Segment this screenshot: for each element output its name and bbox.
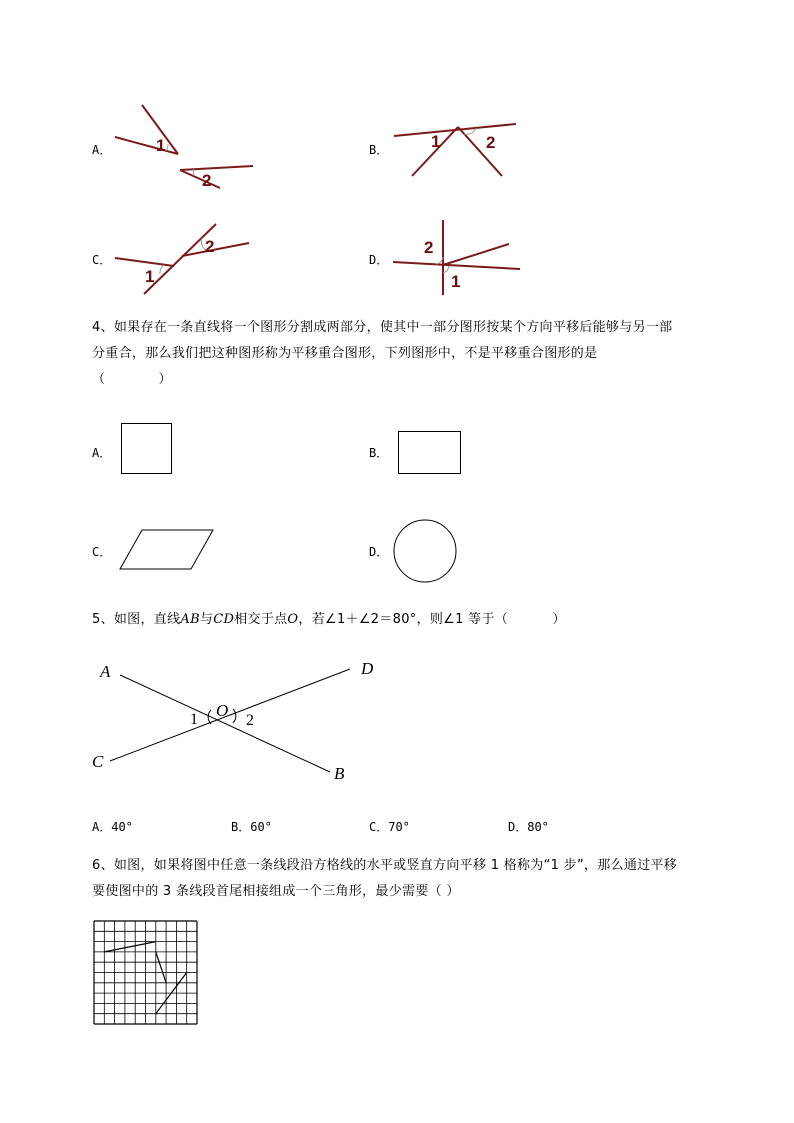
- q5-option-a: A．40°: [92, 820, 133, 834]
- q4-answer-paren: （ ）: [92, 372, 172, 387]
- q3-option-c-label: C．: [92, 253, 112, 267]
- q6-text-line2: 要使图中的 3 条线段首尾相接组成一个三角形，最少需要（ ）: [92, 884, 460, 899]
- q4-option-c-label: C．: [92, 545, 112, 559]
- grid-segment: [104, 942, 156, 952]
- q5-line-ab: AB: [180, 612, 200, 627]
- q3-option-a-figure: [110, 102, 270, 192]
- q3-option-c-figure: [112, 218, 262, 298]
- q5-label-b: B: [334, 764, 345, 783]
- q5-angle1-label: 1: [190, 711, 198, 728]
- q5-option-c: C．70°: [369, 820, 410, 834]
- q4-rectangle-shape: [398, 431, 461, 474]
- q5-line-cd: CD: [213, 612, 235, 627]
- q6-grid-figure: [93, 920, 199, 1026]
- q5-label-c: C: [92, 752, 104, 771]
- q3-option-d-figure: [390, 218, 530, 298]
- q4-parallelogram-shape: [118, 528, 218, 572]
- q3-a-angle2-label: 2: [202, 171, 212, 190]
- q5-option-d: D．80°: [508, 820, 549, 834]
- q4-option-b-label: B．: [369, 446, 389, 460]
- q3-option-b-figure: [392, 118, 532, 198]
- q4-text-line2: 分重合，那么我们把这种图形称为平移重合图形，下列图形中，不是平移重合图形的是: [92, 346, 598, 361]
- q4-option-d-label: D．: [369, 545, 389, 559]
- q4-option-a-label: A．: [92, 446, 112, 460]
- q3-c-angle2-label: 2: [205, 237, 215, 256]
- q5-text: 5、如图，直线AB与CD相交于点O，若∠1＋∠2＝80°，则∠1 等于（ ）: [92, 612, 566, 627]
- q5-point-o: O: [287, 612, 299, 627]
- q5-label-d: D: [361, 659, 374, 678]
- q3-d-angle1-label: 1: [451, 272, 461, 291]
- grid-segment: [156, 952, 166, 983]
- q3-a-angle1-label: 1: [156, 136, 166, 155]
- q3-d-angle2-label: 2: [424, 238, 434, 257]
- q5-intersecting-lines-figure: [90, 655, 390, 785]
- q5-angle2-label: 2: [246, 712, 254, 729]
- q4-square-shape: [121, 423, 172, 474]
- q3-b-angle2-label: 2: [486, 133, 496, 152]
- q5-label-a: A: [100, 662, 111, 681]
- q5-label-o: O: [216, 701, 229, 720]
- q3-option-d-label: D．: [369, 253, 389, 267]
- q3-b-angle1-label: 1: [431, 132, 441, 151]
- q3-option-b-label: B．: [369, 143, 389, 157]
- q3-option-a-label: A．: [92, 143, 112, 157]
- q3-c-angle1-label: 1: [145, 267, 155, 286]
- q4-text-line1: 4、如果存在一条直线将一个图形分割成两部分，使其中一部分图形按某个方向平移后能够与另一部: [92, 320, 673, 335]
- q4-circle-shape: [392, 518, 458, 584]
- q6-text-line1: 6、如图，如果将图中任意一条线段沿方格线的水平或竖直方向平移 1 格称为“1 步”，那么通过平移: [92, 858, 678, 873]
- q5-option-b: B．60°: [231, 820, 272, 834]
